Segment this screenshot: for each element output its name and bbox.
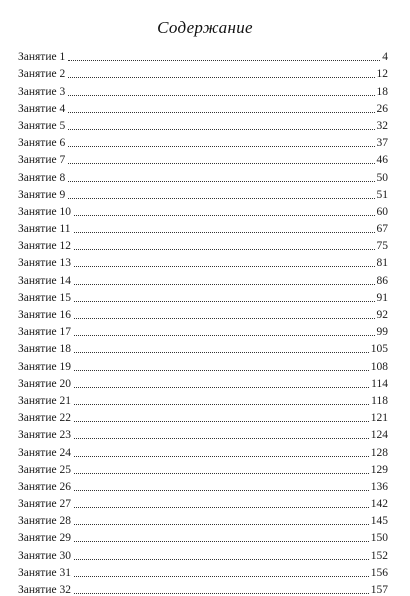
- toc-entry-page-number: 92: [376, 309, 388, 321]
- toc-entry: [18, 98, 388, 115]
- dot-leader: [74, 214, 375, 216]
- toc-entry-label: Занятие 21: [18, 394, 71, 407]
- dot-leader: [74, 300, 375, 302]
- dot-leader: [68, 94, 374, 96]
- dot-leader: [68, 197, 374, 199]
- toc-entry-label: Занятие 13: [18, 257, 71, 270]
- toc-entry: [18, 269, 388, 286]
- toc-entry: [18, 80, 388, 97]
- toc-entry: [18, 544, 388, 561]
- toc-entry-page-number: 136: [370, 480, 388, 493]
- table-of-contents: [18, 46, 388, 596]
- dot-leader: [74, 523, 369, 525]
- toc-entry-page-number: 81: [376, 257, 388, 270]
- dot-leader: [74, 437, 369, 439]
- toc-entry-label: Занятие 11: [18, 223, 71, 236]
- toc-entry-page-number: 108: [370, 360, 388, 373]
- dot-leader: [74, 334, 375, 336]
- toc-entry-label: Занятие 3: [18, 85, 66, 98]
- toc-entry-page-number: 86: [376, 274, 388, 287]
- toc-entry-label: Занятие 14: [18, 274, 71, 287]
- dot-leader: [74, 283, 375, 285]
- toc-entry: [18, 562, 388, 579]
- toc-entry-label: Занятие 26: [18, 480, 71, 493]
- toc-entry-label: Занятие 4: [18, 102, 66, 115]
- dot-leader: [74, 489, 369, 491]
- dot-leader: [74, 386, 369, 388]
- toc-entry-page-number: 67: [376, 223, 388, 236]
- toc-entry-page-number: 142: [370, 498, 388, 511]
- toc-entry: [18, 201, 388, 218]
- dot-leader: [74, 403, 369, 405]
- toc-entry-page-number: 114: [371, 377, 388, 390]
- toc-entry-page-number: 32: [376, 119, 388, 132]
- toc-entry-page-number: 152: [370, 549, 388, 562]
- toc-entry-page-number: 145: [370, 515, 388, 528]
- toc-entry-label: Занятие 1: [18, 51, 66, 64]
- toc-entry-label: Занятие 20: [18, 377, 71, 390]
- toc-entry-page-number: 46: [376, 154, 388, 167]
- dot-leader: [68, 111, 374, 113]
- toc-entry: [18, 184, 388, 201]
- toc-entry-label: Занятие 30: [18, 549, 71, 562]
- toc-entry-page-number: 99: [376, 326, 388, 339]
- dot-leader: [68, 128, 374, 130]
- toc-entry: [18, 527, 388, 544]
- toc-entry-page-number: 18: [376, 85, 388, 98]
- toc-entry: [18, 63, 388, 80]
- dot-leader: [68, 145, 374, 147]
- toc-entry-page-number: 118: [371, 394, 388, 407]
- dot-leader: [74, 265, 375, 267]
- toc-entry-label: Занятие 28: [18, 515, 71, 528]
- toc-entry-label: Занятие 19: [18, 360, 71, 373]
- dot-leader: [74, 540, 369, 542]
- toc-entry: [18, 235, 388, 252]
- dot-leader: [74, 575, 369, 577]
- toc-entry: [18, 166, 388, 183]
- toc-entry: [18, 510, 388, 527]
- toc-entry-label: Занятие 32: [18, 584, 71, 596]
- toc-entry-label: Занятие 31: [18, 566, 71, 579]
- toc-entry: [18, 115, 388, 132]
- toc-entry-page-number: 129: [370, 463, 388, 476]
- toc-entry-label: Занятие 8: [18, 171, 66, 184]
- toc-entry-label: Занятие 18: [18, 343, 71, 356]
- toc-entry-page-number: 4: [382, 51, 388, 64]
- dot-leader: [74, 369, 369, 371]
- toc-entry-label: Занятие 7: [18, 154, 66, 167]
- toc-entry: [18, 287, 388, 304]
- toc-entry-label: Занятие 23: [18, 429, 71, 442]
- toc-entry: [18, 252, 388, 269]
- dot-leader: [74, 317, 375, 319]
- toc-entry-label: Занятие 6: [18, 137, 66, 150]
- toc-entry: [18, 424, 388, 441]
- toc-entry-label: Занятие 22: [18, 412, 71, 425]
- dot-leader: [74, 592, 369, 594]
- dot-leader: [68, 162, 374, 164]
- dot-leader: [74, 420, 369, 422]
- toc-entry-label: Занятие 2: [18, 68, 66, 81]
- toc-entry: [18, 493, 388, 510]
- toc-entry: [18, 407, 388, 424]
- toc-entry-label: Занятие 17: [18, 326, 71, 339]
- toc-entry-page-number: 156: [370, 566, 388, 579]
- toc-entry: [18, 149, 388, 166]
- toc-entry-page-number: 105: [370, 343, 388, 356]
- toc-entry-page-number: 91: [376, 291, 388, 304]
- toc-entry-page-number: 75: [376, 240, 388, 253]
- toc-entry-page-number: 26: [376, 102, 388, 115]
- dot-leader: [74, 231, 375, 233]
- dot-leader: [74, 558, 369, 560]
- toc-entry-label: Занятие 16: [18, 309, 71, 321]
- toc-entry-label: Занятие 25: [18, 463, 71, 476]
- dot-leader: [68, 180, 374, 182]
- toc-entry-label: Занятие 24: [18, 446, 71, 459]
- toc-entry-label: Занятие 29: [18, 532, 71, 545]
- toc-entry-page-number: 121: [370, 412, 388, 425]
- toc-entry-page-number: 128: [370, 446, 388, 459]
- toc-entry: [18, 355, 388, 372]
- toc-entry: [18, 132, 388, 149]
- dot-leader: [74, 351, 369, 353]
- toc-entry-page-number: 150: [370, 532, 388, 545]
- toc-entry: [18, 579, 388, 596]
- dot-leader: [68, 76, 374, 78]
- toc-entry: [18, 321, 388, 338]
- toc-entry-page-number: 51: [376, 188, 388, 201]
- toc-entry-label: Занятие 27: [18, 498, 71, 511]
- toc-entry-page-number: 124: [370, 429, 388, 442]
- toc-entry-label: Занятие 9: [18, 188, 66, 201]
- toc-entry-page-number: 50: [376, 171, 388, 184]
- dot-leader: [74, 248, 375, 250]
- toc-entry: [18, 338, 388, 355]
- toc-entry-label: Занятие 5: [18, 119, 66, 132]
- dot-leader: [74, 455, 369, 457]
- toc-entry: [18, 476, 388, 493]
- toc-entry: [18, 441, 388, 458]
- toc-entry-label: Занятие 15: [18, 291, 71, 304]
- page-title: Содержание: [157, 18, 253, 37]
- dot-leader: [68, 59, 380, 61]
- toc-entry: [18, 218, 388, 235]
- toc-entry: [18, 390, 388, 407]
- toc-entry-page-number: 60: [376, 205, 388, 218]
- toc-entry-label: Занятие 10: [18, 205, 71, 218]
- dot-leader: [74, 506, 369, 508]
- toc-entry-page-number: 37: [376, 137, 388, 150]
- toc-entry: [18, 373, 388, 390]
- dot-leader: [74, 472, 369, 474]
- toc-entry: [18, 459, 388, 476]
- toc-entry: [18, 304, 388, 321]
- toc-entry-page-number: 157: [370, 584, 388, 596]
- toc-entry-page-number: 12: [376, 68, 388, 81]
- toc-entry-label: Занятие 12: [18, 240, 71, 253]
- toc-entry: [18, 46, 388, 63]
